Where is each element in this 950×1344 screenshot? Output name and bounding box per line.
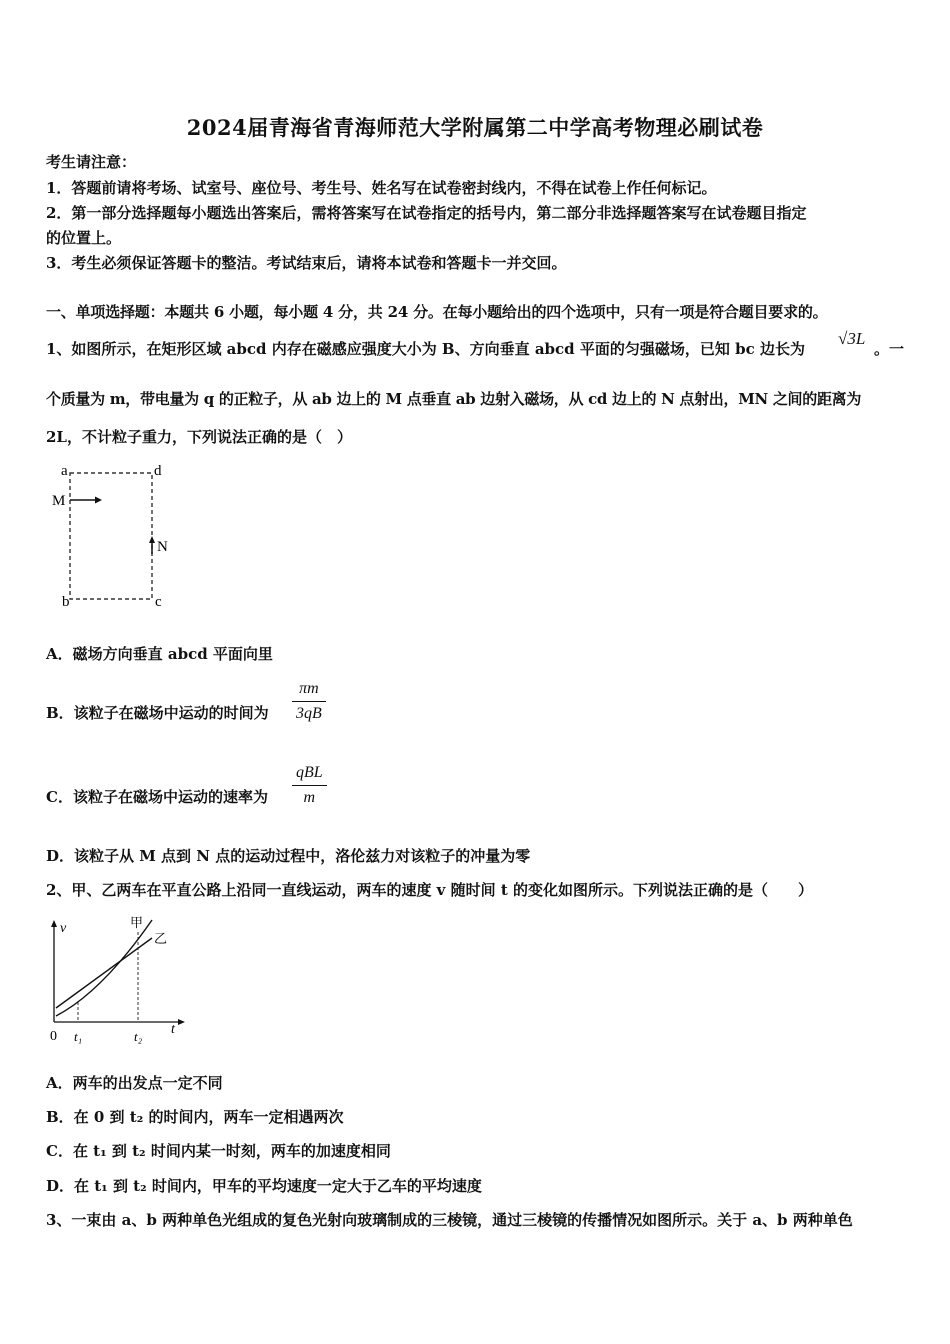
origin-label: 0: [50, 1029, 57, 1044]
q1-option-b-fraction: [292, 680, 326, 723]
q2-option-a: A．两车的出发点一定不同: [46, 1074, 223, 1092]
q2-figure-vt-graph: [42, 912, 192, 1047]
page-title: 2024届青海省青海师范大学附属第二中学高考物理必刷试卷: [186, 115, 764, 140]
q1-option-b: B．该粒子在磁场中运动的时间为: [46, 704, 269, 722]
section-heading: 一、单项选择题：本题共 6 小题，每小题 4 分，共 24 分。在每小题给出的四个选项中，只有一项是符合题目要求的。: [46, 303, 828, 321]
q1-figure-rectangle: [44, 458, 184, 613]
fraction-denominator: 3qB: [296, 705, 322, 722]
q1-option-c-fraction: [292, 764, 327, 807]
q1-stem-line3: 2L，不计粒子重力，下列说法正确的是（ ）: [46, 428, 352, 446]
label-M: M: [52, 493, 66, 509]
label-a: a: [61, 463, 68, 479]
arrowhead-icon: [95, 497, 102, 504]
q2-stem: 2、甲、乙两车在平直公路上沿同一直线运动，两车的速度 v 随时间 t 的变化如图所示。下列说法正确的是（ ）: [46, 881, 813, 899]
q2-option-c: C．在 t₁ 到 t₂ 时间内某一时刻，两车的加速度相同: [46, 1142, 391, 1160]
t1-label: t₁: [74, 1029, 83, 1044]
label-yi: 乙: [154, 931, 168, 946]
label-c: c: [155, 594, 162, 610]
q2-option-b: B．在 0 到 t₂ 的时间内，两车一定相遇两次: [46, 1108, 344, 1126]
fraction-numerator: qBL: [296, 764, 323, 781]
fraction-bar: [292, 701, 326, 702]
q1-option-c: C．该粒子在磁场中运动的速率为: [46, 788, 268, 806]
dashed-rectangle: [70, 473, 152, 599]
q1-sqrt3L: √3L: [838, 329, 866, 348]
fraction-bar: [292, 785, 327, 786]
t-axis-arrow-icon: [178, 1019, 185, 1025]
notice-item-2-cont: 的位置上。: [46, 229, 122, 247]
q1-stem-line1-end: 。一: [874, 340, 905, 358]
q3-stem: 3、一束由 a、b 两种单色光组成的复色光射向玻璃制成的三棱镜，通过三棱镜的传播情况如图所示。关于 a、b 两种单色: [46, 1211, 853, 1229]
q1-option-d: D．该粒子从 M 点到 N 点的运动过程中，洛伦兹力对该粒子的冲量为零: [46, 847, 531, 865]
label-jia: 甲: [130, 915, 144, 930]
arrowhead-up-icon: [149, 536, 155, 543]
q1-option-a: A．磁场方向垂直 abcd 平面向里: [46, 645, 273, 663]
v-label: v: [60, 921, 67, 936]
notice-item-1: 1．答题前请将考场、试室号、座位号、考生号、姓名写在试卷密封线内，不得在试卷上作任何标记。: [46, 179, 717, 197]
v-axis-arrow-icon: [51, 920, 57, 927]
q2-option-d: D．在 t₁ 到 t₂ 时间内，甲车的平均速度一定大于乙车的平均速度: [46, 1177, 482, 1195]
notice-item-2: 2．第一部分选择题每小题选出答案后，需将答案写在试卷指定的括号内，第二部分非选择题答案写在试卷题目指定: [46, 204, 807, 222]
q1-stem-line2: 个质量为 m，带电量为 q 的正粒子，从 ab 边上的 M 点垂直 ab 边射入磁场，从 cd 边上的 N 点射出，MN 之间的距离为: [46, 390, 862, 408]
fraction-denominator: m: [303, 789, 316, 806]
notice-heading: 考生请注意：: [46, 153, 137, 171]
q1-stem-line1: 1、如图所示，在矩形区域 abcd 内存在磁感应强度大小为 B、方向垂直 abcd 平面的匀强磁场，已知 bc 边长为: [46, 340, 805, 358]
t-label: t: [171, 1022, 175, 1037]
label-N: N: [157, 539, 168, 555]
t2-label: t₂: [134, 1029, 143, 1044]
fraction-numerator: πm: [299, 680, 319, 697]
label-b: b: [62, 594, 70, 610]
label-d: d: [154, 463, 162, 479]
notice-item-3: 3．考生必须保证答题卡的整洁。考试结束后，请将本试卷和答题卡一并交回。: [46, 254, 567, 272]
